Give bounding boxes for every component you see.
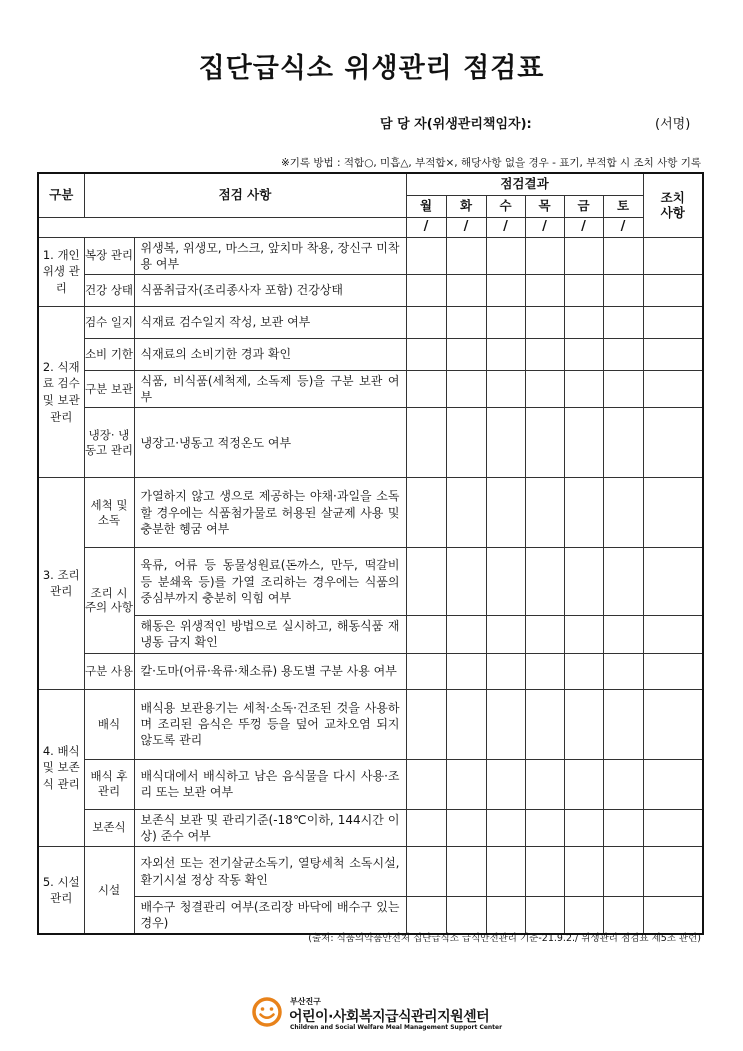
cell-wed[interactable] bbox=[486, 338, 525, 370]
item-expiry: 식재료의 소비기한 경과 확인 bbox=[134, 338, 406, 370]
cell-fri[interactable] bbox=[564, 759, 603, 809]
cell-wed[interactable] bbox=[486, 408, 525, 478]
item-drain: 배수구 청결관리 여부(조리장 바닥에 배수구 있는 경우) bbox=[134, 897, 406, 935]
sub-cooking-caution: 조리 시 주의 사항 bbox=[84, 548, 134, 653]
cell-thu[interactable] bbox=[525, 616, 564, 653]
cell-action[interactable] bbox=[643, 689, 703, 759]
date-slash-fri[interactable]: / bbox=[564, 217, 603, 237]
cell-wed[interactable] bbox=[486, 897, 525, 935]
cell-action[interactable] bbox=[643, 478, 703, 548]
item-wash-sanitize: 가열하지 않고 생으로 제공하는 야채·과일을 소독할 경우에는 식품첨가물로 허용된 살균제 사용 및 충분한 헹굼 여부 bbox=[134, 478, 406, 548]
cell-mon[interactable] bbox=[406, 897, 446, 935]
cell-mon[interactable] bbox=[406, 809, 446, 846]
cell-wed[interactable] bbox=[486, 548, 525, 616]
cell-action[interactable] bbox=[643, 616, 703, 653]
item-cook-thoroughly: 육류, 어류 등 동물성원료(돈까스, 만두, 떡갈비 등 분쇄육 등)를 가열 조리하는 경우에는 식품의 중심부까지 충분히 익힘 여부 bbox=[134, 548, 406, 616]
cell-mon[interactable] bbox=[406, 338, 446, 370]
cell-thu[interactable] bbox=[525, 237, 564, 274]
cell-sat[interactable] bbox=[603, 847, 643, 897]
manager-label: 담 당 자(위생관리책임자): bbox=[380, 117, 532, 132]
sub-expiry: 소비 기한 bbox=[84, 338, 134, 370]
cell-tue[interactable] bbox=[446, 408, 486, 478]
cell-fri[interactable] bbox=[564, 274, 603, 306]
cell-thu[interactable] bbox=[525, 847, 564, 897]
sub-inspection-log: 검수 일지 bbox=[84, 306, 134, 338]
cell-sat[interactable] bbox=[603, 237, 643, 274]
cell-action[interactable] bbox=[643, 847, 703, 897]
cell-fri[interactable] bbox=[564, 306, 603, 338]
item-separate-storage: 식품, 비식품(세척제, 소독제 등)을 구분 보관 여부 bbox=[134, 370, 406, 407]
item-inspection-log: 식재료 검수일지 작성, 보관 여부 bbox=[134, 306, 406, 338]
cell-sat[interactable] bbox=[603, 548, 643, 616]
cell-wed[interactable] bbox=[486, 616, 525, 653]
footer-logo bbox=[252, 996, 512, 1030]
cell-sat[interactable] bbox=[603, 759, 643, 809]
item-preserved-food: 보존식 보관 및 관리기준(-18℃이하, 144시간 이상) 준수 여부 bbox=[134, 809, 406, 846]
sub-fridge: 냉장· 냉동고 관리 bbox=[84, 408, 134, 478]
cell-wed[interactable] bbox=[486, 809, 525, 846]
org-name: 어린이·사회복지급식관리지원센터 bbox=[289, 1009, 490, 1025]
signature-label: (서명) bbox=[655, 117, 691, 132]
cell-fri[interactable] bbox=[564, 847, 603, 897]
inspection-table bbox=[37, 172, 704, 935]
sub-separate-storage: 구분 보관 bbox=[84, 370, 134, 407]
cell-thu[interactable] bbox=[525, 548, 564, 616]
cell-tue[interactable] bbox=[446, 847, 486, 897]
sub-serving: 배식 bbox=[84, 689, 134, 759]
cell-tue[interactable] bbox=[446, 478, 486, 548]
cell-fri[interactable] bbox=[564, 478, 603, 548]
cell-wed[interactable] bbox=[486, 306, 525, 338]
cell-sat[interactable] bbox=[603, 370, 643, 407]
cell-mon[interactable] bbox=[406, 408, 446, 478]
cell-sat[interactable] bbox=[603, 689, 643, 759]
cell-action[interactable] bbox=[643, 306, 703, 338]
cell-thu[interactable] bbox=[525, 274, 564, 306]
cell-tue[interactable] bbox=[446, 237, 486, 274]
source-note: (출처: 식품의약품안전처 집단급식소 급식안전관리 기준-21.9.2./ 위생관리 점검표 제5조 관련) bbox=[308, 933, 701, 944]
cell-sat[interactable] bbox=[603, 616, 643, 653]
cell-sat[interactable] bbox=[603, 338, 643, 370]
cell-tue[interactable] bbox=[446, 809, 486, 846]
cell-tue[interactable] bbox=[446, 370, 486, 407]
cell-mon[interactable] bbox=[406, 847, 446, 897]
header-category: 구분 bbox=[38, 173, 84, 217]
page-title: 집단급식소 위생관리 점검표 bbox=[198, 53, 545, 84]
day-wed: 수 bbox=[486, 195, 525, 217]
cell-action[interactable] bbox=[643, 408, 703, 478]
cell-thu[interactable] bbox=[525, 897, 564, 935]
day-thu: 목 bbox=[525, 195, 564, 217]
sub-after-serving: 배식 후 관리 bbox=[84, 759, 134, 809]
cell-tue[interactable] bbox=[446, 548, 486, 616]
record-method-legend: ※기록 방법 : 적합○, 미흡△, 부적합×, 해당사항 없을 경우 - 표기, 부적합 시 조치 사항 기록 bbox=[280, 157, 701, 169]
cell-action[interactable] bbox=[643, 548, 703, 616]
cell-thu[interactable] bbox=[525, 759, 564, 809]
cell-wed[interactable] bbox=[486, 653, 525, 689]
cell-tue[interactable] bbox=[446, 274, 486, 306]
day-mon: 월 bbox=[406, 195, 446, 217]
cell-wed[interactable] bbox=[486, 847, 525, 897]
date-slash-wed[interactable]: / bbox=[486, 217, 525, 237]
item-health: 식품취급자(조리종사자 포함) 건강상태 bbox=[134, 274, 406, 306]
cell-thu[interactable] bbox=[525, 370, 564, 407]
cell-mon[interactable] bbox=[406, 306, 446, 338]
cell-sat[interactable] bbox=[603, 478, 643, 548]
cell-wed[interactable] bbox=[486, 274, 525, 306]
cell-tue[interactable] bbox=[446, 689, 486, 759]
sub-wash-sanitize: 세척 및 소독 bbox=[84, 478, 134, 548]
cell-wed[interactable] bbox=[486, 689, 525, 759]
day-sat: 토 bbox=[603, 195, 643, 217]
cell-mon[interactable] bbox=[406, 478, 446, 548]
date-slash-sat[interactable]: / bbox=[603, 217, 643, 237]
sub-preserved-food: 보존식 bbox=[84, 809, 134, 846]
cell-mon[interactable] bbox=[406, 548, 446, 616]
cell-action[interactable] bbox=[643, 653, 703, 689]
org-english-name: Children and Social Welfare Meal Management Support Center bbox=[290, 1024, 503, 1031]
item-sterilizer: 자외선 또는 전기살균소독기, 열탕세척 소독시설, 환기시설 정상 작동 확인 bbox=[134, 847, 406, 897]
cell-mon[interactable] bbox=[406, 689, 446, 759]
cell-fri[interactable] bbox=[564, 616, 603, 653]
cell-fri[interactable] bbox=[564, 689, 603, 759]
cell-action[interactable] bbox=[643, 338, 703, 370]
cell-thu[interactable] bbox=[525, 408, 564, 478]
cell-sat[interactable] bbox=[603, 274, 643, 306]
item-serving: 배식용 보관용기는 세척·소독·건조된 것을 사용하며 조리된 음식은 뚜껑 등을 덮어 교차오염 되지 않도록 관리 bbox=[134, 689, 406, 759]
cell-fri[interactable] bbox=[564, 338, 603, 370]
item-after-serving: 배식대에서 배식하고 남은 음식물을 다시 사용·조리 또는 보관 여부 bbox=[134, 759, 406, 809]
item-thawing: 해동은 위생적인 방법으로 실시하고, 해동식품 재냉동 금지 확인 bbox=[134, 616, 406, 653]
category-personal-hygiene: 1. 개인 위생 관리 bbox=[38, 237, 84, 306]
date-slash-thu[interactable]: / bbox=[525, 217, 564, 237]
cell-wed[interactable] bbox=[486, 759, 525, 809]
cell-tue[interactable] bbox=[446, 759, 486, 809]
cell-tue[interactable] bbox=[446, 653, 486, 689]
cell-thu[interactable] bbox=[525, 338, 564, 370]
cell-tue[interactable] bbox=[446, 897, 486, 935]
day-tue: 화 bbox=[446, 195, 486, 217]
cell-mon[interactable] bbox=[406, 653, 446, 689]
cell-mon[interactable] bbox=[406, 274, 446, 306]
cell-mon[interactable] bbox=[406, 616, 446, 653]
item-dress: 위생복, 위생모, 마스크, 앞치마 착용, 장신구 미착용 여부 bbox=[134, 237, 406, 274]
cell-fri[interactable] bbox=[564, 408, 603, 478]
cell-sat[interactable] bbox=[603, 809, 643, 846]
cell-thu[interactable] bbox=[525, 306, 564, 338]
cell-sat[interactable] bbox=[603, 653, 643, 689]
cell-wed[interactable] bbox=[486, 370, 525, 407]
cell-thu[interactable] bbox=[525, 809, 564, 846]
cell-sat[interactable] bbox=[603, 408, 643, 478]
cell-wed[interactable] bbox=[486, 478, 525, 548]
cell-fri[interactable] bbox=[564, 897, 603, 935]
cell-tue[interactable] bbox=[446, 306, 486, 338]
cell-fri[interactable] bbox=[564, 237, 603, 274]
cell-action[interactable] bbox=[643, 370, 703, 407]
cell-tue[interactable] bbox=[446, 616, 486, 653]
category-facility: 5. 시설 관리 bbox=[38, 847, 84, 935]
cell-wed[interactable] bbox=[486, 237, 525, 274]
cell-action[interactable] bbox=[643, 897, 703, 935]
smile-logo-icon bbox=[252, 997, 282, 1027]
cell-action[interactable] bbox=[643, 237, 703, 274]
cell-fri[interactable] bbox=[564, 653, 603, 689]
date-slash-mon[interactable]: / bbox=[406, 217, 446, 237]
sub-dress: 복장 관리 bbox=[84, 237, 134, 274]
category-cooking: 3. 조리 관리 bbox=[38, 478, 84, 689]
cell-fri[interactable] bbox=[564, 548, 603, 616]
cell-sat[interactable] bbox=[603, 897, 643, 935]
cell-thu[interactable] bbox=[525, 653, 564, 689]
cell-mon[interactable] bbox=[406, 237, 446, 274]
category-ingredients: 2. 식재료 검수 및 보관 관리 bbox=[38, 306, 84, 477]
cell-action[interactable] bbox=[643, 274, 703, 306]
org-district: 부산진구 bbox=[290, 997, 321, 1006]
cell-action[interactable] bbox=[643, 759, 703, 809]
cell-mon[interactable] bbox=[406, 759, 446, 809]
day-fri: 금 bbox=[564, 195, 603, 217]
cell-tue[interactable] bbox=[446, 338, 486, 370]
sub-facility: 시설 bbox=[84, 847, 134, 935]
sub-separate-use: 구분 사용 bbox=[84, 653, 134, 689]
header-items: 점검 사항 bbox=[84, 173, 406, 217]
category-serving: 4. 배식 및 보존식 관리 bbox=[38, 689, 84, 846]
sub-health: 건강 상태 bbox=[84, 274, 134, 306]
cell-fri[interactable] bbox=[564, 809, 603, 846]
date-slash-tue[interactable]: / bbox=[446, 217, 486, 237]
cell-action[interactable] bbox=[643, 809, 703, 846]
cell-sat[interactable] bbox=[603, 306, 643, 338]
cell-thu[interactable] bbox=[525, 478, 564, 548]
cell-thu[interactable] bbox=[525, 689, 564, 759]
item-separate-use: 칼·도마(어류·육류·채소류) 용도별 구분 사용 여부 bbox=[134, 653, 406, 689]
header-action: 조치 사항 bbox=[643, 173, 703, 237]
item-fridge: 냉장고·냉동고 적정온도 여부 bbox=[134, 408, 406, 478]
cell-fri[interactable] bbox=[564, 370, 603, 407]
header-result: 점검결과 bbox=[406, 173, 643, 195]
cell-mon[interactable] bbox=[406, 370, 446, 407]
